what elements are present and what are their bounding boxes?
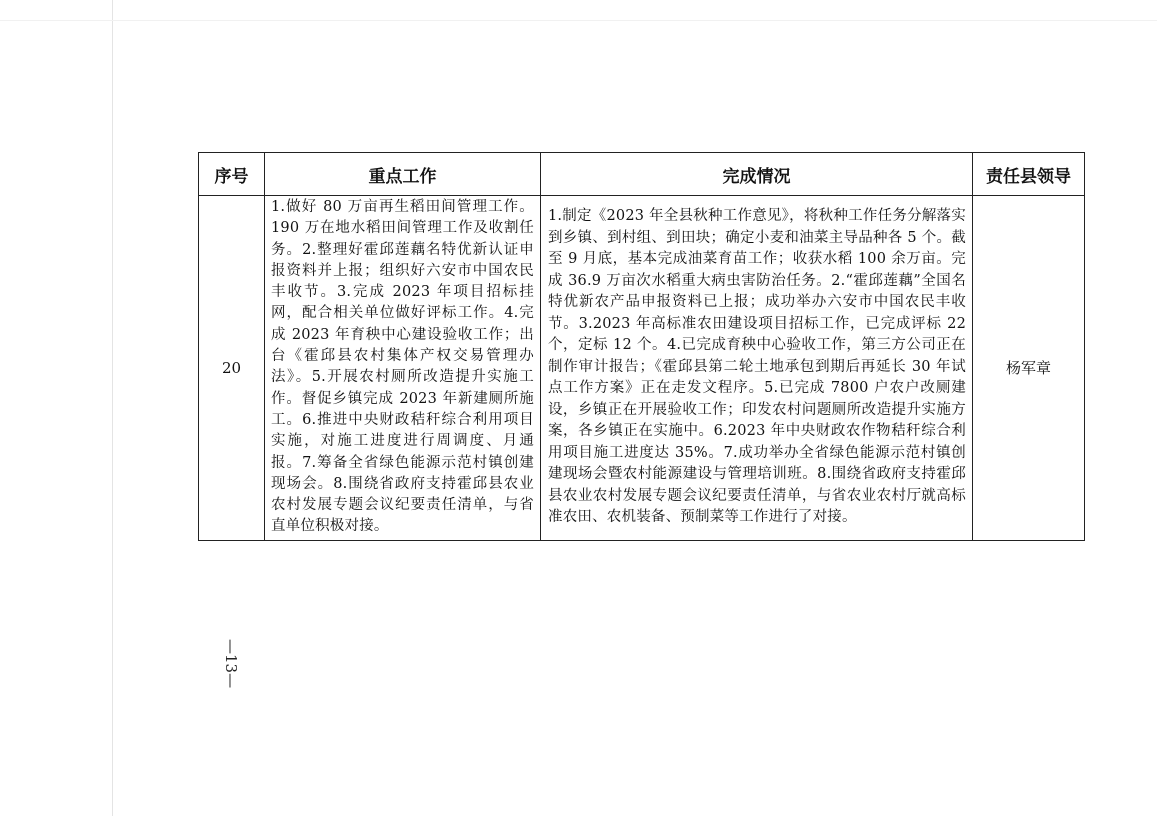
key-work-cell: 1.做好 80 万亩再生稻田间管理工作。190 万在地水稻田间管理工作及收割任务。2.整理好霍邱莲藕名特优新认证申报资料并上报；组织好六安市中国农民丰收节。3.完成 2023 年项目招标挂网，配合相关单位做好评标工作。4.完成 2023 年育秧中心建设验收工作；出台《霍邱县农村集体产权交易管理办法》。5.开展农村厕所改造提升实施工作。督促乡镇完成 2023 年新建厕所施工。6.推进中央财政秸秆综合利用项目实施，对施工进度进行周调度、月通报。7.筹备全省绿色能源示范村镇创建现场会。8.围绕省政府支持霍邱县农业农村发展专题会议纪要责任清单，与省直单位积极对接。 (265, 196, 541, 541)
header-leader: 责任县领导 (973, 153, 1085, 196)
page-number: —13— (222, 639, 240, 689)
page-top-edge-line (0, 20, 1157, 21)
header-key-work: 重点工作 (265, 153, 541, 196)
row-index-cell: 20 (199, 196, 265, 541)
table-header-row (199, 153, 1085, 196)
page-edge-line (112, 0, 113, 816)
status-cell: 1.制定《2023 年全县秋种工作意见》，将秋种工作任务分解落实到乡镇、到村组、到田块；确定小麦和油菜主导品种各 5 个。截至 9 月底，基本完成油菜育苗工作；收获水稻 100 余万亩。完成 36.9 万亩次水稻重大病虫害防治任务。2.“霍邱莲藕”全国名特优新农产品申报资料已上报；成功举办六安市中国农民丰收节。3.2023 年高标准农田建设项目招标工作，已完成评标 22 个，定标 12 个。4.已完成育秧中心验收工作，第三方公司正在制作审计报告；《霍邱县第二轮土地承包到期后再延长 30 年试点工作方案》正在走发文程序。5.已完成 7800 户农户改厕建设，乡镇正在开展验收工作；印发农村问题厕所改造提升实施方案，各乡镇正在实施中。6.2023 年中央财政农作物秸秆综合利用项目施工进度达 35%。7.成功举办全省绿色能源示范村镇创建现场会暨农村能源建设与管理培训班。8.围绕省政府支持霍邱县农业农村发展专题会议纪要责任清单，与省农业农村厅就高标准农田、农机装备、预制菜等工作进行了对接。 (541, 196, 973, 541)
header-index: 序号 (199, 153, 265, 196)
header-status: 完成情况 (541, 153, 973, 196)
leader-cell: 杨军章 (973, 196, 1085, 541)
table-row (199, 196, 1085, 541)
work-progress-table (198, 152, 1085, 541)
